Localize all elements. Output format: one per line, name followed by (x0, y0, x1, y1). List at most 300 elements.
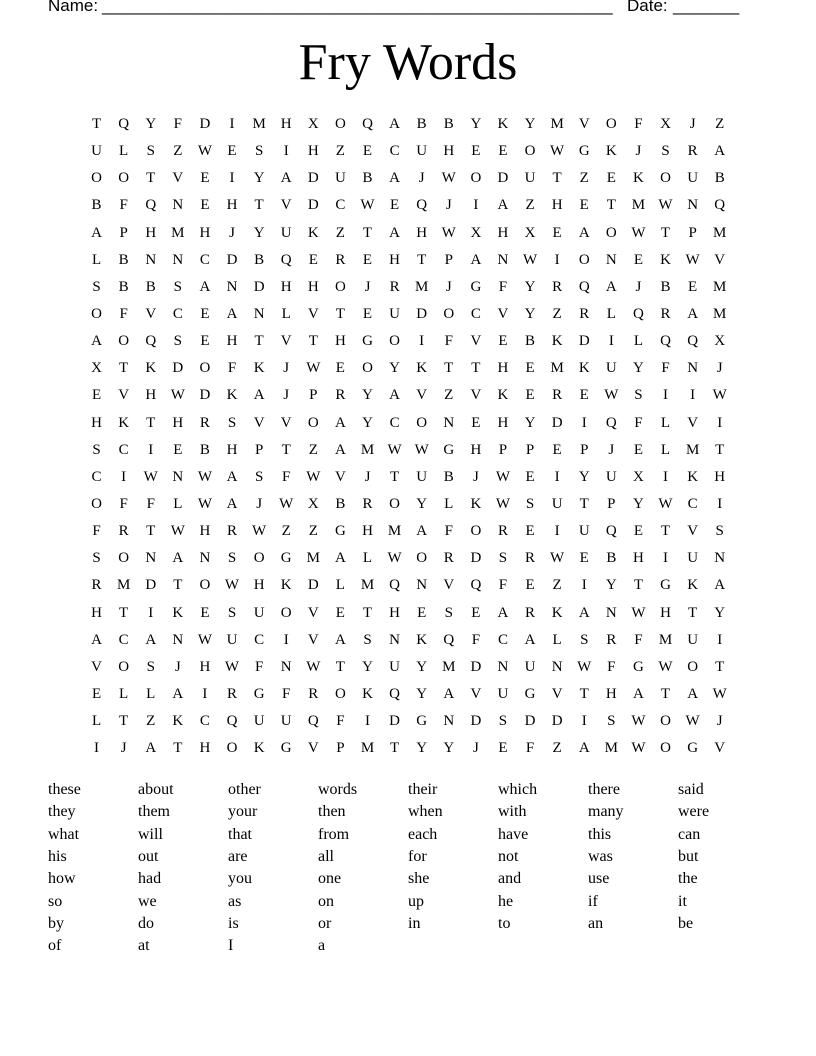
grid-letter: L (606, 306, 616, 323)
grid-letter: N (551, 658, 563, 675)
grid-letter: W (550, 143, 565, 160)
grid-letter: D (199, 387, 211, 404)
grid-letter: O (199, 360, 211, 377)
grid-letter: H (497, 414, 509, 431)
grid-letter: E (200, 333, 210, 350)
grid-letter: I (202, 686, 208, 703)
grid-letter: D (389, 713, 400, 730)
grid-letter: C (199, 713, 210, 730)
word-bank-item: I (228, 937, 234, 955)
grid-letter: P (309, 387, 318, 404)
grid-letter: Z (525, 197, 535, 214)
grid-letter: T (715, 658, 725, 675)
grid-letter: N (172, 468, 184, 485)
grid-letter: P (254, 441, 264, 458)
grid-letter: R (227, 523, 238, 540)
grid-letter: A (334, 414, 346, 431)
grid-letter: I (94, 740, 100, 757)
grid-letter: K (253, 740, 265, 757)
grid-letter: A (497, 604, 509, 621)
grid-letter: U (605, 360, 617, 377)
word-bank-item: at (138, 937, 150, 955)
grid-letter: I (663, 387, 669, 404)
grid-letter: A (91, 631, 102, 648)
grid-letter: B (145, 278, 156, 295)
grid-letter: H (307, 278, 319, 295)
grid-letter: C (335, 197, 346, 214)
grid-letter: M (713, 306, 727, 323)
grid-letter: A (199, 278, 211, 295)
grid-letter: K (551, 604, 563, 621)
grid-letter: T (417, 251, 427, 268)
grid-letter: C (172, 306, 183, 323)
grid-letter: Y (524, 116, 536, 133)
grid-letter: T (606, 197, 616, 214)
grid-letter: L (91, 251, 102, 268)
grid-letter: C (389, 143, 400, 160)
grid-letter: H (307, 143, 319, 160)
grid-letter: T (389, 740, 400, 757)
grid-letter: H (91, 414, 102, 431)
grid-letter: T (552, 170, 562, 187)
grid-letter: P (336, 740, 345, 757)
grid-letter: G (470, 278, 482, 295)
grid-letter: A (714, 577, 726, 594)
grid-letter: O (118, 170, 130, 187)
grid-letter: I (364, 713, 370, 730)
grid-letter: O (605, 116, 617, 133)
grid-letter: Y (416, 740, 428, 757)
grid-letter: W (360, 197, 375, 214)
grid-letter: I (419, 333, 425, 350)
grid-letter: T (119, 604, 129, 621)
grid-letter: A (443, 686, 455, 703)
grid-letter: G (443, 441, 455, 458)
grid-letter: L (119, 686, 129, 703)
word-bank-item: these (48, 781, 81, 798)
grid-letter: H (551, 197, 563, 214)
grid-letter: K (605, 143, 617, 160)
grid-letter: Y (253, 170, 265, 187)
grid-letter: Z (308, 441, 318, 458)
grid-letter: I (121, 468, 127, 485)
grid-letter: F (146, 496, 155, 513)
grid-letter: J (256, 496, 263, 513)
grid-letter: X (714, 333, 726, 350)
word-bank-item: is (228, 914, 239, 932)
grid-letter: O (416, 550, 428, 567)
grid-letter: T (688, 604, 698, 621)
grid-letter: W (279, 496, 294, 513)
grid-letter: L (444, 496, 454, 513)
grid-letter: E (633, 251, 643, 268)
grid-letter: V (714, 251, 726, 268)
grid-letter: M (442, 658, 456, 675)
grid-letter: V (714, 740, 726, 757)
grid-letter: V (687, 414, 699, 431)
grid-letter: J (174, 658, 181, 675)
grid-letter: K (660, 251, 671, 268)
grid-letter: A (334, 441, 346, 458)
grid-letter: H (199, 523, 211, 540)
grid-letter: M (631, 197, 646, 214)
grid-letter: C (199, 251, 210, 268)
grid-letter: B (199, 441, 210, 458)
grid-letter: W (658, 496, 673, 513)
grid-letter: K (416, 631, 428, 648)
word-bank-item: be (678, 914, 694, 932)
grid-letter: C (470, 306, 481, 323)
grid-letter: T (254, 333, 264, 350)
grid-letter: K (172, 604, 184, 621)
grid-letter: W (306, 658, 321, 675)
grid-letter: T (91, 116, 102, 133)
grid-letter: E (200, 306, 210, 323)
grid-letter: S (146, 658, 155, 675)
word-bank-item: how (48, 870, 76, 888)
grid-letter: R (579, 306, 590, 323)
word-bank-item: out (138, 847, 159, 865)
grid-letter: F (498, 577, 508, 594)
grid-letter: L (119, 143, 129, 160)
grid-letter: O (660, 740, 671, 757)
grid-letter: R (443, 550, 454, 567)
grid-letter: V (91, 658, 102, 675)
grid-letter: I (229, 116, 235, 133)
grid-letter: W (495, 496, 511, 513)
grid-letter: T (308, 333, 318, 350)
grid-letter: R (199, 414, 210, 431)
grid-letter: K (362, 686, 373, 703)
grid-letter: K (118, 414, 130, 431)
grid-letter: Z (281, 523, 291, 540)
grid-letter: X (524, 224, 536, 241)
grid-letter: T (660, 523, 671, 540)
grid-letter: N (226, 278, 238, 295)
grid-letter: A (145, 740, 157, 757)
grid-letter: N (253, 306, 265, 323)
grid-letter: W (631, 740, 646, 757)
grid-letter: O (118, 550, 130, 567)
grid-letter: H (362, 523, 373, 540)
grid-letter: B (525, 333, 536, 350)
grid-letter: O (416, 414, 428, 431)
grid-letter: C (91, 468, 102, 485)
grid-letter: D (470, 713, 482, 730)
grid-letter: P (580, 441, 589, 458)
grid-letter: H (714, 468, 726, 485)
grid-letter: R (389, 278, 400, 295)
grid-letter: W (306, 468, 321, 485)
grid-letter: I (283, 631, 289, 648)
grid-letter: H (172, 414, 184, 431)
grid-letter: N (497, 658, 509, 675)
grid-letter: H (91, 604, 102, 621)
word-bank-item: or (318, 914, 332, 932)
grid-letter: H (416, 224, 428, 241)
grid-letter: T (146, 414, 156, 431)
grid-letter: I (554, 251, 560, 268)
grid-letter: Q (118, 116, 130, 133)
grid-letter: X (470, 224, 482, 241)
grid-letter: M (604, 740, 618, 757)
word-bank-item: it (678, 892, 687, 910)
date-blank-line: _______ (673, 0, 740, 15)
grid-letter: A (145, 631, 157, 648)
grid-letter: H (633, 550, 644, 567)
grid-letter: O (91, 496, 102, 513)
grid-letter: Q (470, 577, 482, 594)
grid-letter: N (497, 251, 509, 268)
grid-letter: W (197, 143, 212, 160)
grid-letter: R (525, 550, 536, 567)
grid-letter: F (607, 658, 616, 675)
grid-letter: S (607, 713, 616, 730)
grid-letter: J (418, 170, 425, 187)
grid-letter: Y (524, 306, 536, 323)
grid-letter: O (226, 740, 238, 757)
grid-letter: E (200, 170, 210, 187)
grid-letter: E (471, 143, 481, 160)
grid-letter: A (226, 468, 238, 485)
grid-letter: N (687, 197, 699, 214)
grid-letter: Q (687, 333, 699, 350)
grid-letter: Y (443, 740, 455, 757)
grid-letter: T (335, 658, 345, 675)
grid-letter: N (172, 251, 184, 268)
grid-letter: Q (389, 686, 400, 703)
grid-letter: A (578, 740, 590, 757)
grid-letter: K (551, 333, 563, 350)
grid-letter: Q (145, 197, 157, 214)
grid-letter: S (498, 713, 508, 730)
grid-letter: Q (605, 523, 617, 540)
grid-letter: J (364, 278, 371, 295)
grid-letter: Q (714, 197, 726, 214)
grid-letter: S (227, 550, 237, 567)
grid-letter: X (660, 116, 671, 133)
grid-letter: F (282, 686, 291, 703)
grid-letter: K (172, 713, 184, 730)
grid-letter: K (416, 360, 428, 377)
grid-letter: S (92, 550, 101, 567)
grid-letter: M (415, 278, 429, 295)
grid-letter: N (172, 631, 184, 648)
grid-letter: M (713, 278, 727, 295)
grid-letter: B (91, 197, 102, 214)
grid-letter: D (172, 360, 184, 377)
grid-letter: Q (633, 306, 644, 323)
grid-letter: I (663, 468, 669, 485)
grid-letter: U (253, 604, 265, 621)
grid-letter: Q (389, 577, 400, 594)
grid-letter: O (470, 523, 482, 540)
grid-letter: F (471, 631, 481, 648)
grid-letter: V (551, 686, 563, 703)
grid-letter: W (441, 224, 456, 241)
grid-letter: L (660, 414, 671, 431)
grid-letter: G (253, 686, 265, 703)
grid-letter: U (280, 713, 292, 730)
grid-letter: U (551, 496, 563, 513)
grid-letter: R (335, 251, 346, 268)
grid-letter: N (605, 251, 617, 268)
grid-letter: H (226, 333, 238, 350)
grid-letter: O (118, 658, 130, 675)
grid-letter: Y (362, 658, 373, 675)
grid-letter: C (118, 631, 129, 648)
word-bank-item: a (318, 937, 326, 955)
header-line (48, 0, 748, 18)
grid-letter: M (306, 550, 320, 567)
grid-letter: M (387, 523, 402, 540)
grid-letter: G (524, 686, 536, 703)
grid-letter: I (473, 197, 479, 214)
grid-letter: H (145, 387, 157, 404)
grid-letter: E (633, 441, 643, 458)
word-bank-item: so (48, 892, 63, 910)
grid-letter: U (497, 686, 509, 703)
grid-letter: K (687, 468, 699, 485)
word-bank-item: have (498, 825, 529, 843)
grid-letter: W (170, 523, 185, 540)
grid-letter: M (360, 740, 375, 757)
word-bank-item: from (318, 825, 350, 843)
grid-letter: Z (146, 713, 156, 730)
grid-letter: U (334, 170, 346, 187)
grid-letter: U (389, 658, 400, 675)
grid-letter: S (363, 631, 372, 648)
grid-letter: T (362, 604, 373, 621)
grid-letter: K (253, 360, 265, 377)
grid-letter: A (687, 306, 699, 323)
grid-letter: I (608, 333, 614, 350)
word-bank-item: they (48, 803, 76, 821)
grid-letter: H (389, 604, 400, 621)
grid-letter: O (660, 713, 671, 730)
word-bank-item: had (138, 870, 162, 888)
grid-letter: Z (552, 740, 562, 757)
grid-letter: K (578, 360, 590, 377)
grid-letter: B (443, 116, 454, 133)
grid-letter: K (307, 224, 319, 241)
grid-letter: S (580, 631, 589, 648)
grid-letter: Z (579, 170, 589, 187)
grid-letter: J (716, 713, 723, 730)
word-bank-item: you (228, 870, 252, 888)
grid-letter: A (389, 116, 400, 133)
grid-letter: R (497, 523, 508, 540)
grid-letter: H (199, 224, 211, 241)
grid-letter: N (389, 631, 400, 648)
grid-letter: F (119, 197, 128, 214)
grid-letter: V (307, 604, 319, 621)
grid-letter: B (362, 170, 373, 187)
grid-letter: R (118, 523, 129, 540)
grid-letter: K (470, 496, 482, 513)
name-label: Name: (48, 0, 99, 15)
grid-letter: X (91, 360, 102, 377)
grid-letter: F (282, 468, 291, 485)
grid-letter: M (550, 116, 564, 133)
grid-letter: U (416, 468, 428, 485)
grid-letter: E (688, 278, 698, 295)
grid-letter: W (143, 468, 158, 485)
grid-letter: N (605, 604, 617, 621)
grid-letter: A (226, 496, 238, 513)
grid-letter: D (253, 278, 265, 295)
grid-letter: D (199, 116, 211, 133)
grid-letter: O (524, 143, 536, 160)
grid-letter: T (471, 360, 481, 377)
grid-letter: W (387, 441, 402, 458)
grid-letter: E (173, 441, 183, 458)
grid-letter: U (687, 550, 699, 567)
grid-letter: M (713, 224, 727, 241)
grid-letter: B (443, 468, 454, 485)
grid-letter: H (253, 577, 265, 594)
grid-letter: B (335, 496, 346, 513)
word-bank-item: them (138, 803, 170, 821)
grid-letter: D (145, 577, 157, 594)
grid-letter: W (197, 468, 212, 485)
grid-letter: Q (307, 713, 319, 730)
grid-letter: Y (362, 414, 373, 431)
grid-letter: N (443, 414, 455, 431)
grid-letter: E (525, 387, 535, 404)
grid-letter: Y (362, 387, 373, 404)
grid-letter: H (660, 604, 671, 621)
grid-letter: R (91, 577, 102, 594)
grid-letter: A (687, 686, 699, 703)
grid-letter: Y (145, 116, 157, 133)
grid-letter: T (119, 713, 129, 730)
grid-letter: S (498, 550, 508, 567)
grid-letter: G (280, 740, 292, 757)
grid-letter: M (360, 577, 375, 594)
grid-letter: B (416, 116, 427, 133)
grid-letter: J (716, 360, 723, 377)
grid-letter: Y (416, 658, 428, 675)
grid-letter: A (226, 306, 238, 323)
grid-letter: A (91, 333, 102, 350)
grid-letter: E (362, 143, 373, 160)
grid-letter: P (498, 441, 508, 458)
grid-letter: R (308, 686, 319, 703)
grid-letter: R (227, 686, 238, 703)
grid-letter: E (335, 604, 345, 621)
grid-letter: Y (605, 577, 617, 594)
grid-letter: N (416, 577, 428, 594)
grid-letter: R (552, 387, 563, 404)
grid-letter: W (631, 224, 646, 241)
grid-letter: T (389, 468, 400, 485)
grid-letter: E (525, 523, 535, 540)
grid-letter: E (552, 441, 562, 458)
grid-letter: A (470, 251, 482, 268)
grid-letter: G (416, 713, 428, 730)
grid-letter: E (335, 360, 345, 377)
grid-letter: O (660, 170, 671, 187)
grid-letter: F (444, 523, 453, 540)
grid-letter: T (633, 577, 643, 594)
grid-letter: T (579, 496, 589, 513)
grid-letter: P (688, 224, 697, 241)
grid-letter: Y (524, 414, 536, 431)
grid-letter: M (116, 577, 131, 594)
grid-letter: H (443, 143, 455, 160)
grid-letter: A (578, 604, 590, 621)
